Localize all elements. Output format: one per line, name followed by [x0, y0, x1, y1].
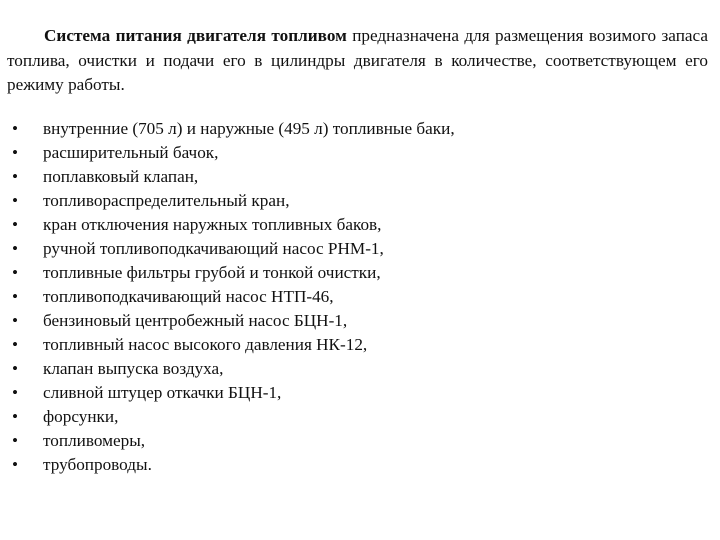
intro-paragraph — [7, 24, 708, 98]
bullet-icon: • — [11, 142, 19, 162]
list-item — [7, 237, 708, 261]
list-item — [7, 309, 708, 333]
list-item-text: форсунки, — [43, 406, 119, 426]
list-item-text: топливомеры, — [43, 430, 146, 450]
list-item-text: бензиновый центробежный насос БЦН-1, — [43, 310, 348, 330]
list-item-text: топливораспределительный кран, — [43, 190, 290, 210]
list-item — [7, 405, 708, 429]
list-item-text: кран отключения наружных топливных баков, — [43, 214, 382, 234]
bullet-icon: • — [11, 310, 19, 330]
list-item — [7, 141, 708, 165]
list-item — [7, 285, 708, 309]
list-item-text: клапан выпуска воздуха, — [43, 358, 224, 378]
list-item — [7, 261, 708, 285]
list-item — [7, 165, 708, 189]
bullet-icon: • — [11, 430, 19, 450]
list-item-text: поплавковый клапан, — [43, 166, 199, 186]
list-item — [7, 453, 708, 477]
list-item-text: топливоподкачивающий насос НТП-46, — [43, 286, 334, 306]
bullet-icon: • — [11, 238, 19, 258]
list-item-text: ручной топливоподкачивающий насос РНМ-1, — [43, 238, 384, 258]
bullet-icon: • — [11, 166, 19, 186]
list-item-text: топливные фильтры грубой и тонкой очистки, — [43, 262, 381, 282]
list-item — [7, 429, 708, 453]
list-item-text: трубопроводы. — [43, 454, 152, 474]
bullet-icon: • — [11, 286, 19, 306]
bullet-icon: • — [11, 382, 19, 402]
bullet-icon: • — [11, 214, 19, 234]
bullet-icon: • — [11, 262, 19, 282]
list-item — [7, 381, 708, 405]
list-item-text: внутренние (705 л) и наружные (495 л) топливные баки, — [43, 118, 455, 138]
component-list — [7, 117, 708, 477]
bullet-icon: • — [11, 454, 19, 474]
list-item — [7, 213, 708, 237]
bullet-icon: • — [11, 358, 19, 378]
list-item — [7, 333, 708, 357]
list-item-text: расширительный бачок, — [43, 142, 219, 162]
intro-lead-bold: Система питания двигателя топливом — [44, 26, 347, 45]
list-item-text: топливный насос высокого давления НК-12, — [43, 334, 368, 354]
intro-text: предназначена для размещения возимого запаса топлива, очистки и подачи его в цилиндры двигателя в количестве, соответствующем его режиму работы. — [7, 26, 708, 94]
list-item — [7, 189, 708, 213]
list-item — [7, 357, 708, 381]
bullet-icon: • — [11, 334, 19, 354]
list-item — [7, 117, 708, 141]
list-item-text: сливной штуцер откачки БЦН-1, — [43, 382, 282, 402]
bullet-icon: • — [11, 190, 19, 210]
bullet-icon: • — [11, 406, 19, 426]
bullet-icon: • — [11, 118, 19, 138]
